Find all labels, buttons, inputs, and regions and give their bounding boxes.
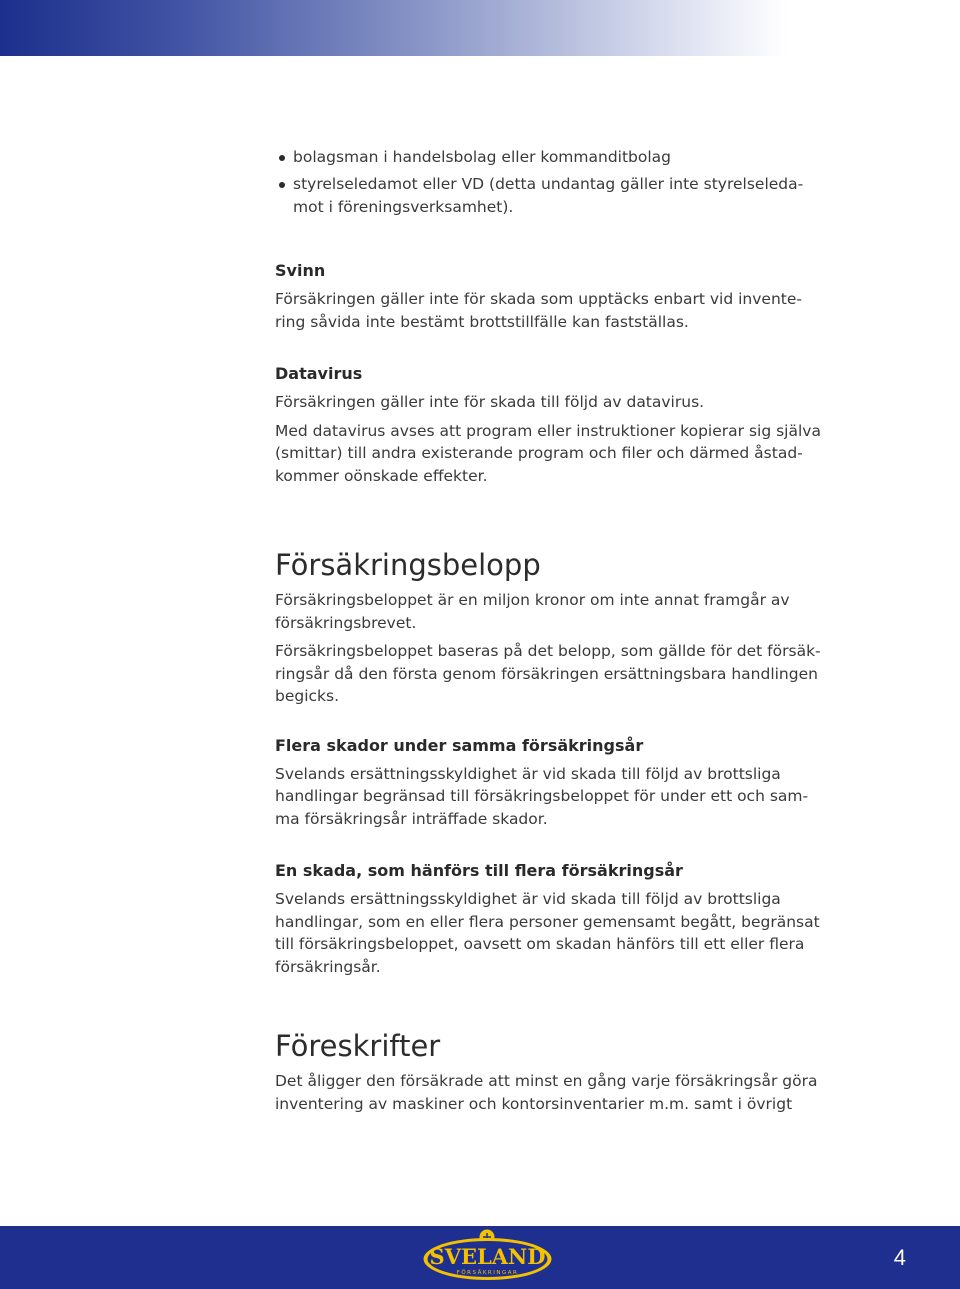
datavirus-text-2: Med datavirus avses att program eller instruktioner kopierar sig själva (smittar) till andra existerande program och filer och därmed åstad- kommer oönskade effekter.	[275, 421, 821, 485]
top-gradient-band	[0, 0, 960, 56]
document-body	[275, 146, 850, 1115]
flera-skador-heading: Flera skador under samma försäkringsår	[275, 735, 644, 755]
datavirus-text-1: Försäkringen gäller inte för skada till följd av datavirus.	[275, 393, 705, 411]
logo-wordmark: SVELAND	[429, 1244, 546, 1269]
list-item: styrelseledamot eller VD (detta undantag gäller inte styrelseleda- mot i föreningsverksamhet).	[275, 173, 850, 219]
exclusion-list	[275, 146, 850, 219]
foreskrifter-text: Det åligger den försäkrade att minst en gång varje försäkringsår göra inventering av maskiner och kontorsinventarier m.m. samt i övrigt	[275, 1072, 818, 1113]
svinn-heading: Svinn	[275, 261, 326, 280]
list-item: bolagsman i handelsbolag eller kommanditbolag	[275, 146, 850, 169]
forsakringsbelopp-text-2: Försäkringsbeloppet baseras på det belopp, som gällde för det försäk- ringsår då den första genom försäkringen ersättningsbara handlingen begicks.	[275, 642, 821, 705]
foreskrifter-heading: Föreskrifter	[275, 1029, 441, 1063]
datavirus-heading: Datavirus	[275, 364, 363, 383]
en-skada-heading: En skada, som hänförs till flera försäkringsår	[275, 861, 683, 880]
forsakringsbelopp-heading: Försäkringsbelopp	[275, 548, 541, 582]
logo-subtitle: FÖRSÄKRINGAR	[456, 1270, 519, 1276]
svinn-text: Försäkringen gäller inte för skada som upptäcks enbart vid invente- ring såvida inte bestämt brottstillfälle kan fastställas.	[275, 290, 802, 331]
flera-skador-text: Svelands ersättningsskyldighet är vid skada till följd av brottsliga handlingar begränsad till försäkringsbeloppet för under ett och sam- ma försäkringsår inträffade skador.	[275, 764, 809, 828]
page-number: 4	[893, 1245, 906, 1270]
forsakringsbelopp-text-1: Försäkringsbeloppet är en miljon kronor om inte annat framgår av försäkringsbrevet.	[275, 591, 790, 632]
en-skada-text: Svelands ersättningsskyldighet är vid skada till följd av brottsliga handlingar, som en eller flera personer gemensamt begått, begränsat till försäkringsbeloppet, oavsett om skadan hänförs till ett eller flera försäkringsår.	[275, 890, 820, 976]
sveland-logo	[420, 1226, 555, 1286]
